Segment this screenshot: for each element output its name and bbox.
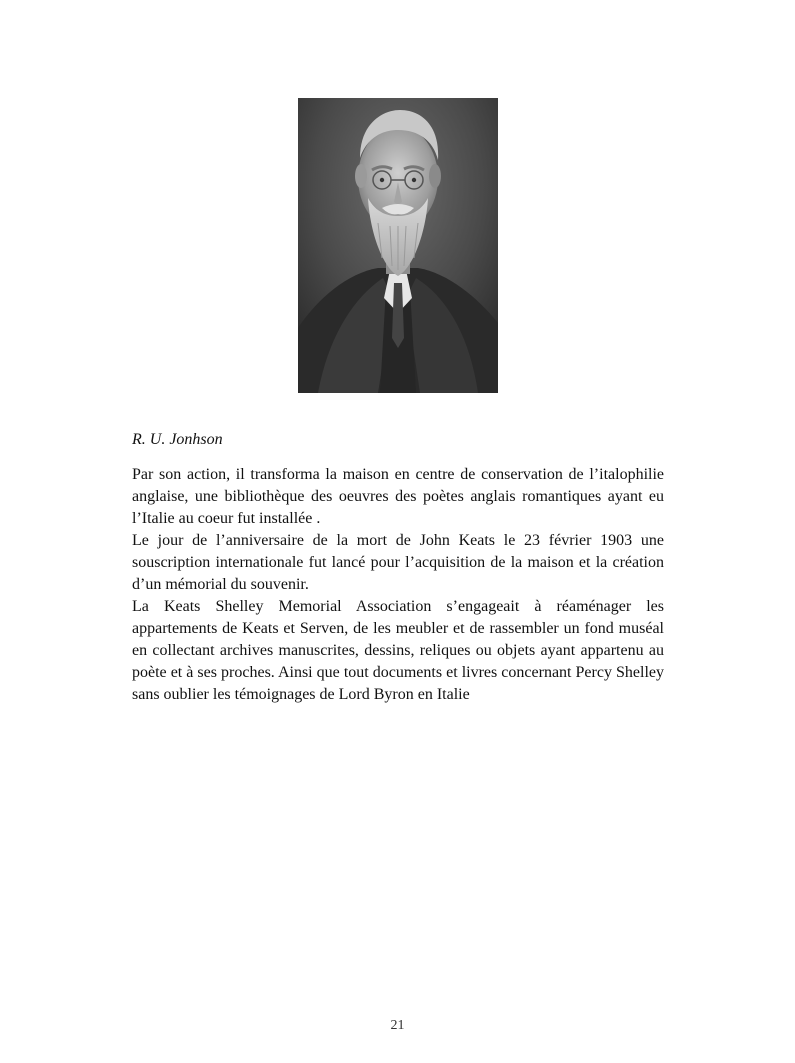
portrait-photo <box>298 98 498 393</box>
paragraph-3: La Keats Shelley Memorial Association s’engageait à réaménager les appartements de Keats et Serven, de les meubler et de rassembler un fond muséal en collectant archives manuscrites, dessins, reliques ou objets ayant appartenu au poète et à ses proches. Ainsi que tout documents et livres concernant Percy Shelley sans oublier les témoignages de Lord Byron en Italie <box>132 598 664 703</box>
body-text <box>132 464 664 706</box>
photo-caption: R. U. Jonhson <box>132 431 223 448</box>
page-number: 21 <box>390 1018 405 1033</box>
paragraph-1: Par son action, il transforma la maison en centre de conservation de l’italophilie anglaise, une bibliothèque des oeuvres des poètes anglais romantiques ayant eu l’Italie au coeur fut installée . <box>132 466 664 527</box>
paragraph-2: Le jour de l’anniversaire de la mort de John Keats le 23 février 1903 une souscription internationale fut lancé pour l’acquisition de la maison et la création d’un mémorial du souvenir. <box>132 532 664 593</box>
